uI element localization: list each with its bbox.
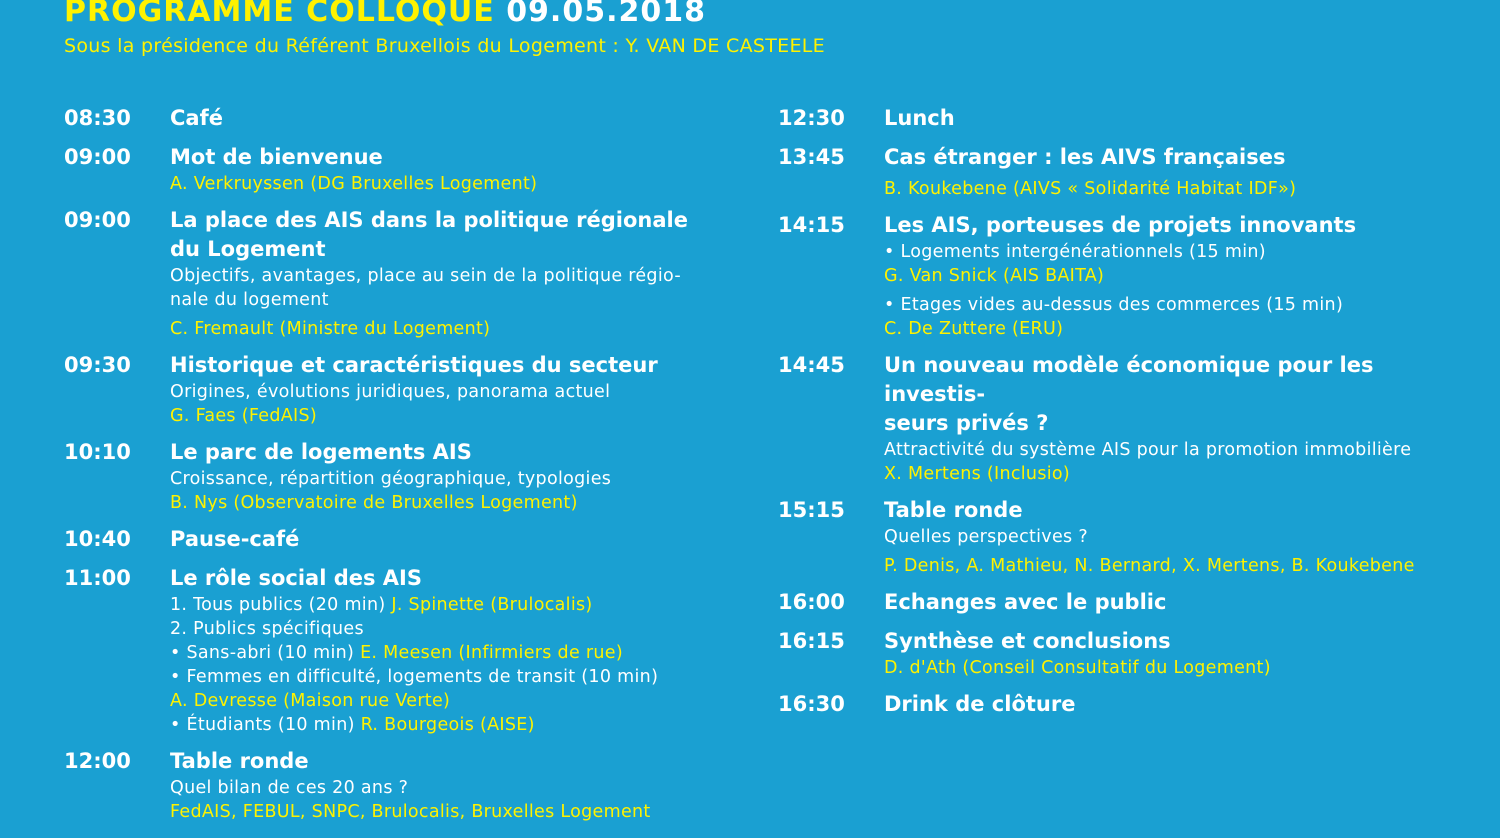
schedule-item <box>64 143 724 196</box>
description: Quel bilan de ces 20 ans ? <box>170 778 409 798</box>
time: 09:30 <box>64 353 131 377</box>
description: Origines, évolutions juridiques, panorama actuel <box>170 382 611 402</box>
time: 08:30 <box>64 106 131 130</box>
schedule-item <box>64 104 724 133</box>
session-title: Table ronde <box>170 749 309 773</box>
description <box>170 593 724 617</box>
time: 11:00 <box>64 566 131 590</box>
schedule-right-column <box>778 104 1468 729</box>
speaker: A. Devresse (Maison rue Verte) <box>170 691 451 711</box>
time: 09:00 <box>64 145 131 169</box>
session-title: Le rôle social des AIS <box>170 566 422 590</box>
description: • Logements intergénérationnels (15 min) <box>884 242 1266 262</box>
description: • Femmes en difficulté, logements de transit (10 min) <box>170 667 659 687</box>
session-title: La place des AIS dans la politique régionale du Logement <box>170 208 688 261</box>
title-programme: PROGRAMME COLLOQUE <box>64 0 495 29</box>
schedule-item <box>778 627 1468 680</box>
speaker: G. Van Snick (AIS BAITA) <box>884 266 1105 286</box>
description: Croissance, répartition géographique, typologies <box>170 469 612 489</box>
speaker: FedAIS, FEBUL, SNPC, Brulocalis, Bruxelles Logement <box>170 802 651 822</box>
schedule-item <box>64 525 724 554</box>
time: 12:30 <box>778 106 845 130</box>
speaker: R. Bourgeois (AISE) <box>360 715 535 735</box>
speaker: P. Denis, A. Mathieu, N. Bernard, X. Mertens, B. Koukebene <box>884 556 1415 576</box>
speaker: C. De Zuttere (ERU) <box>884 319 1064 339</box>
session-title: Table ronde <box>884 498 1023 522</box>
schedule-item <box>778 143 1468 201</box>
session-title: Historique et caractéristiques du secteur <box>170 353 658 377</box>
description: Objectifs, avantages, place au sein de la politique régio- <box>170 266 681 286</box>
description: 2. Publics spécifiques <box>170 619 364 639</box>
schedule-item <box>778 496 1468 578</box>
schedule-item <box>778 351 1468 486</box>
title-date: 09.05.2018 <box>506 0 706 29</box>
speaker: B. Koukebene (AIVS « Solidarité Habitat IDF») <box>884 179 1297 199</box>
description: Quelles perspectives ? <box>884 527 1088 547</box>
time: 10:10 <box>64 440 131 464</box>
schedule-item <box>64 747 724 824</box>
session-title: Cas étranger : les AIVS françaises <box>884 145 1286 169</box>
description: • Etages vides au-dessus des commerces (15 min) <box>884 295 1344 315</box>
session-title-line: Un nouveau modèle économique pour les investis- <box>884 353 1374 406</box>
description: Attractivité du système AIS pour la promotion immobilière <box>884 440 1412 460</box>
speaker: E. Meesen (Infirmiers de rue) <box>360 643 623 663</box>
session-title: Café <box>170 106 223 130</box>
speaker: C. Fremault (Ministre du Logement) <box>170 319 491 339</box>
time: 16:30 <box>778 692 845 716</box>
speaker: J. Spinette (Brulocalis) <box>391 595 593 615</box>
time: 10:40 <box>64 527 131 551</box>
time: 15:15 <box>778 498 845 522</box>
schedule-item <box>778 588 1468 617</box>
header <box>64 0 825 58</box>
speaker: X. Mertens (Inclusio) <box>884 464 1071 484</box>
description <box>170 641 724 665</box>
time: 13:45 <box>778 145 845 169</box>
time: 09:00 <box>64 208 131 232</box>
session-title: Pause-café <box>170 527 300 551</box>
schedule-item <box>64 564 724 737</box>
time: 16:15 <box>778 629 845 653</box>
session-title: Mot de bienvenue <box>170 145 383 169</box>
session-title: Lunch <box>884 106 955 130</box>
time: 16:00 <box>778 590 845 614</box>
session-title: Echanges avec le public <box>884 590 1167 614</box>
schedule-left-column <box>64 104 724 834</box>
session-title: Synthèse et conclusions <box>884 629 1171 653</box>
schedule-item <box>778 211 1468 341</box>
description: nale du logement <box>170 290 329 310</box>
description-text: 1. Tous publics (20 min) <box>170 595 386 615</box>
schedule-item <box>64 351 724 428</box>
description-text: • Sans-abri (10 min) <box>170 643 355 663</box>
speaker: G. Faes (FedAIS) <box>170 406 317 426</box>
time: 14:15 <box>778 213 845 237</box>
schedule-item <box>778 104 1468 133</box>
schedule-item <box>64 438 724 515</box>
schedule-item <box>778 690 1468 719</box>
session-title: Le parc de logements AIS <box>170 440 472 464</box>
time: 14:45 <box>778 353 845 377</box>
subtitle: Sous la présidence du Référent Bruxellois du Logement : Y. VAN DE CASTEELE <box>64 35 825 57</box>
speaker: A. Verkruyssen (DG Bruxelles Logement) <box>170 174 538 194</box>
speaker: B. Nys (Observatoire de Bruxelles Logement) <box>170 493 578 513</box>
description-text: • Étudiants (10 min) <box>170 715 355 735</box>
time: 12:00 <box>64 749 131 773</box>
description <box>170 713 724 737</box>
speaker: D. d'Ath (Conseil Consultatif du Logement) <box>884 658 1271 678</box>
schedule-item <box>64 206 724 341</box>
page-title <box>64 0 825 32</box>
session-title: Drink de clôture <box>884 692 1076 716</box>
session-title: Les AIS, porteuses de projets innovants <box>884 213 1357 237</box>
session-title-line: seurs privés ? <box>884 411 1049 435</box>
